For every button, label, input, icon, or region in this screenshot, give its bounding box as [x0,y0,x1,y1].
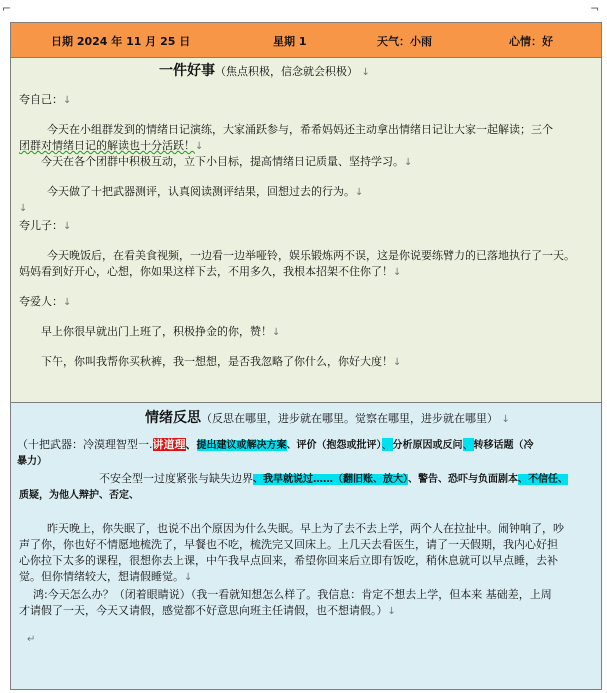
reflect-paragraph-3: 心你拉下太多的课程，很想你去上课，中午我早点回来，希望你回来后立即有饭吃，稍休息就可以早点睡，去补 [19,554,558,567]
weapon-highlight-1: 提出建议或解决方案 [196,440,287,451]
good-title: 一件好事 [159,63,215,79]
good-paragraph-2: 今天在各个团群中积极互动，立下小目标，提高情绪日记质量、坚持学习。↓ [41,155,413,168]
empty-line-mark: ↓ [19,203,28,214]
good-paragraph-4b: 妈妈看到好开心，心想，你如果这样下去，不用多久，我根本招架不住你了！↓ [19,265,402,278]
weather-field: 天气：小雨 [377,35,432,48]
weekday-field: 星期 1 [273,35,307,48]
paragraph-mark-icon: ↓ [361,67,370,78]
good-paragraph-1a: 今天在小组群发到的情绪日记演练，大家涌跃参与，希希妈妈还主动拿出情绪日记让大家一起解读；三个 [47,123,553,136]
praise-self-label: 夸自己：↓ [19,93,72,106]
reflect-subtitle: （反思在哪里，进步就在哪里。觉察在哪里，进步就在哪里） [201,412,498,425]
mood-field: 心情：好 [509,35,553,48]
good-paragraph-3: 今天做了十把武器测评，认真阅读测评结果，回想过去的行为。↓ [47,185,364,198]
reflect-paragraph-1: 昨天晚上，你失眠了，也说不出个原因为什么失眠。早上为了去不去上学，两个人在拉扯中。闹钟响了，吵 [47,522,564,535]
good-paragraph-5: 早上你很早就出门上班了，积极挣金的你，赞！↓ [41,325,281,338]
reflect-paragraph-2: 声了你，你也好不情愿地梳洗了，早餐也不吃，梳洗完又回床上。上几天去看医生，请了一天假期，我内心好担 [19,538,558,551]
reflect-title: 情绪反思 [145,410,201,426]
good-things-section [11,58,601,403]
weapons-line-2: 暴力） [17,456,47,467]
good-paragraph-1b: 团群对情绪日记的解读也十分活跃！↓ [19,139,204,152]
praise-husband-label: 夸爱人：↓ [19,295,72,308]
weapons-line-4: 质疑，为他人辩护、否定、 [19,490,139,501]
reflect-paragraph-6: 才请假了一天，今天又请假，感觉都不好意思向班主任请假，也不想请假。）↓ [19,604,396,617]
good-paragraph-4a: 今天晚饭后，在看美食视频，一边看一边举哑铃，娱乐锻炼两不误，这是你说要练臂力的已落地执行了一天。 [47,249,575,262]
date-field: 日期 2024 年 11 月 25 日 [51,35,191,48]
reflect-paragraph-4: 觉。但你情绪较大，想请假睡觉。↓ [19,570,193,583]
reflect-paragraph-5: 鸿:今天怎么办？（闭着眼睛说）（我一看就知想怎么样了。我信息：肯定不想去上学，但本来 基础差，上周 [33,588,552,601]
good-subtitle: （焦点积极，信念就会积极） [215,65,358,78]
diary-header-row [11,23,601,58]
diary-table [10,22,602,690]
corner-mark-right: ¬ [590,2,600,15]
weapons-line-3: 不安全型一过度紧张与缺失边界、我早就说过……（翻旧账、放大）、警告、恐吓与负面剧本、不信任、 [99,472,568,485]
weapons-line-1: （十把武器：冷漠理智型一.讲道理、提出建议或解决方案、评价（抱怨或批评）、分析原因或反问、转移话题（冷 [17,438,534,451]
return-mark-icon: ↵ [27,634,36,645]
weapon-highlight-red: 讲道理 [152,438,186,451]
reflect-title-line: 情绪反思（反思在哪里，进步就在哪里。觉察在哪里，进步就在哪里） ↓ [145,410,510,426]
emotion-reflection-section [11,403,601,689]
good-title-line [159,63,370,81]
praise-son-label: 夸儿子：↓ [19,219,72,232]
good-paragraph-6: 下午，你叫我帮你买秋裤，我一想想，是否我忽略了你什么，你好大度！↓ [41,355,402,368]
corner-mark-left: ⌐ [2,2,12,15]
